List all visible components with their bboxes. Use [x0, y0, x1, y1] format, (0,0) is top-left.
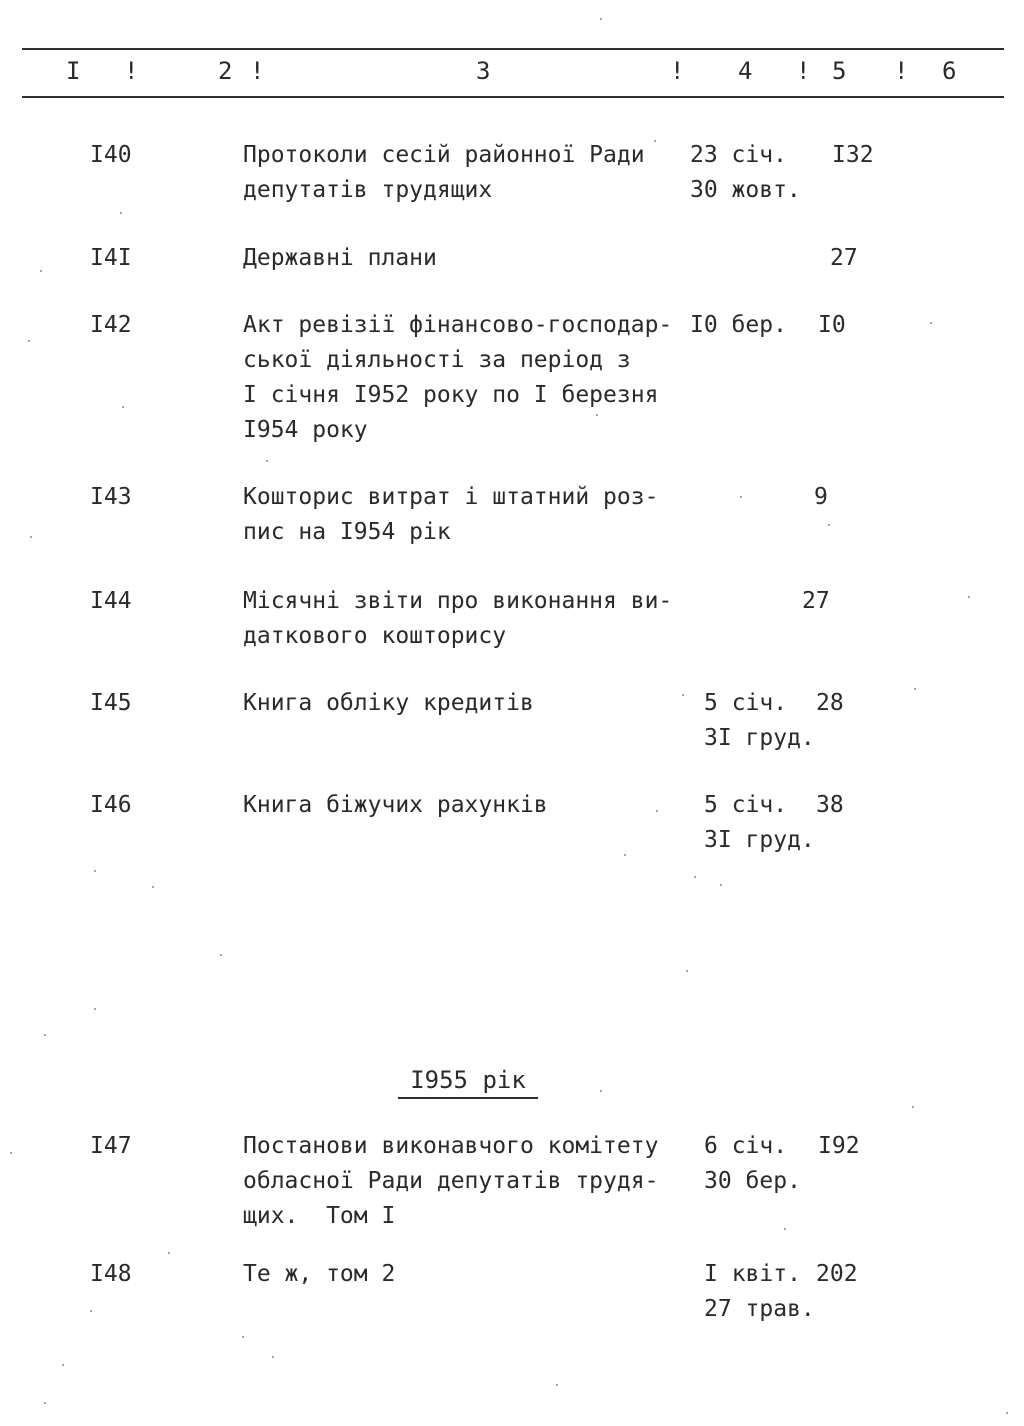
title-line: Кошторис витрат і штатний роз-: [243, 484, 659, 510]
scan-speck: [600, 18, 602, 20]
row-dates: [704, 788, 815, 858]
row-number: I45: [90, 690, 132, 716]
title-line: Протоколи сесій районної Ради: [243, 142, 645, 168]
scan-speck: [272, 1356, 274, 1358]
title-line: ської діяльності за період з: [243, 347, 631, 373]
header-bottom-rule: [22, 96, 1004, 98]
year-section-heading: I955 рік: [398, 1063, 538, 1099]
scan-speck: [912, 1106, 914, 1108]
row-dates: [704, 686, 815, 756]
row-sheet-count: 27: [802, 588, 830, 614]
title-line: Книга біжучих рахунків: [243, 792, 548, 818]
header-separator: !: [796, 57, 811, 85]
scan-speck: [94, 870, 96, 872]
title-line: обласної Ради депутатів трудя-: [243, 1168, 659, 1194]
title-line: Те ж, том 2: [243, 1261, 396, 1287]
row-title: [243, 1129, 658, 1234]
row-sheet-count: 38: [816, 792, 844, 818]
header-col-6: 6: [942, 57, 957, 85]
scan-speck: [930, 322, 932, 324]
date-line: 23 січ.: [690, 142, 787, 168]
row-dates: [704, 1129, 801, 1199]
scan-speck: [44, 1402, 46, 1404]
header-top-rule: [22, 48, 1004, 50]
scan-speck: [624, 854, 626, 856]
row-title: [243, 138, 645, 208]
title-line: пис на I954 рік: [243, 519, 451, 545]
date-line: 5 січ.: [704, 792, 788, 818]
row-number: I40: [90, 142, 132, 168]
scan-speck: [656, 810, 658, 812]
scan-speck: [62, 1364, 64, 1366]
scan-speck: [654, 140, 656, 142]
title-line: I січня I952 року по I березня: [243, 382, 659, 408]
date-line: 30 бер.: [704, 1168, 801, 1194]
header-col-2: 2: [218, 57, 233, 85]
scan-speck: [10, 1152, 12, 1154]
date-line: I0 бер.: [690, 312, 787, 338]
scan-speck: [740, 496, 742, 498]
scan-speck: [242, 1336, 244, 1338]
scan-speck: [266, 460, 268, 462]
row-sheet-count: I0: [818, 312, 846, 338]
row-number: I4I: [90, 245, 132, 271]
scan-speck: [40, 270, 42, 272]
scan-speck: [596, 414, 598, 416]
row-sheet-count: 28: [816, 690, 844, 716]
scan-speck: [784, 1228, 786, 1230]
scan-speck: [828, 524, 830, 526]
header-separator: !: [250, 57, 265, 85]
scan-speck: [220, 954, 222, 956]
scan-speck: [94, 1008, 96, 1010]
scan-speck: [152, 886, 154, 888]
row-title: [243, 788, 548, 823]
date-line: 6 січ.: [704, 1133, 788, 1159]
scan-speck: [168, 1252, 170, 1254]
row-number: I42: [90, 312, 132, 338]
header-separator: !: [894, 57, 909, 85]
row-title: [243, 686, 534, 721]
row-title: [243, 480, 658, 550]
title-line: Акт ревізії фінансово-господар-: [243, 312, 673, 338]
scan-speck: [44, 1034, 46, 1036]
title-line: Державні плани: [243, 245, 437, 271]
row-number: I47: [90, 1133, 132, 1159]
title-line: депутатів трудящих: [243, 177, 493, 203]
scan-speck: [720, 884, 722, 886]
scan-speck: [556, 1384, 558, 1386]
row-number: I44: [90, 588, 132, 614]
header-col-4: 4: [738, 57, 753, 85]
title-line: Місячні звіти про виконання ви-: [243, 588, 673, 614]
header-col-1: I: [66, 57, 81, 85]
scan-speck: [30, 536, 32, 538]
header-separator: !: [124, 57, 139, 85]
row-number: I43: [90, 484, 132, 510]
row-number: I46: [90, 792, 132, 818]
date-line: 5 січ.: [704, 690, 788, 716]
row-title: [243, 584, 672, 654]
title-line: I954 року: [243, 417, 368, 443]
scan-speck: [120, 212, 122, 214]
row-title: [243, 308, 672, 448]
row-dates: [704, 1257, 815, 1327]
scan-speck: [1006, 1412, 1008, 1414]
row-sheet-count: I92: [818, 1133, 860, 1159]
header-col-3: 3: [476, 57, 491, 85]
header-col-5: 5: [832, 57, 847, 85]
header-separator: !: [670, 57, 685, 85]
row-number: I48: [90, 1261, 132, 1287]
row-sheet-count: 9: [814, 484, 828, 510]
scan-speck: [28, 340, 30, 342]
scan-speck: [122, 406, 124, 408]
scan-speck: [914, 688, 916, 690]
scan-speck: [90, 1310, 92, 1312]
title-line: Постанови виконавчого комітету: [243, 1133, 659, 1159]
date-line: 3I груд.: [704, 827, 815, 853]
date-line: 30 жовт.: [690, 177, 801, 203]
title-line: даткового кошторису: [243, 623, 507, 649]
title-line: Книга обліку кредитів: [243, 690, 534, 716]
scan-speck: [682, 694, 684, 696]
row-sheet-count: 27: [830, 245, 858, 271]
row-sheet-count: I32: [832, 142, 874, 168]
row-sheet-count: 202: [816, 1261, 858, 1287]
scan-speck: [694, 876, 696, 878]
date-line: 3I груд.: [704, 725, 815, 751]
row-title: [243, 241, 437, 276]
title-line: щих. Том I: [243, 1203, 396, 1229]
scan-speck: [968, 596, 970, 598]
scan-speck: [686, 970, 688, 972]
scan-speck: [600, 1090, 602, 1092]
row-dates: [690, 308, 787, 343]
row-title: [243, 1257, 395, 1292]
row-dates: [690, 138, 801, 208]
date-line: I квіт.: [704, 1261, 801, 1287]
date-line: 27 трав.: [704, 1296, 815, 1322]
